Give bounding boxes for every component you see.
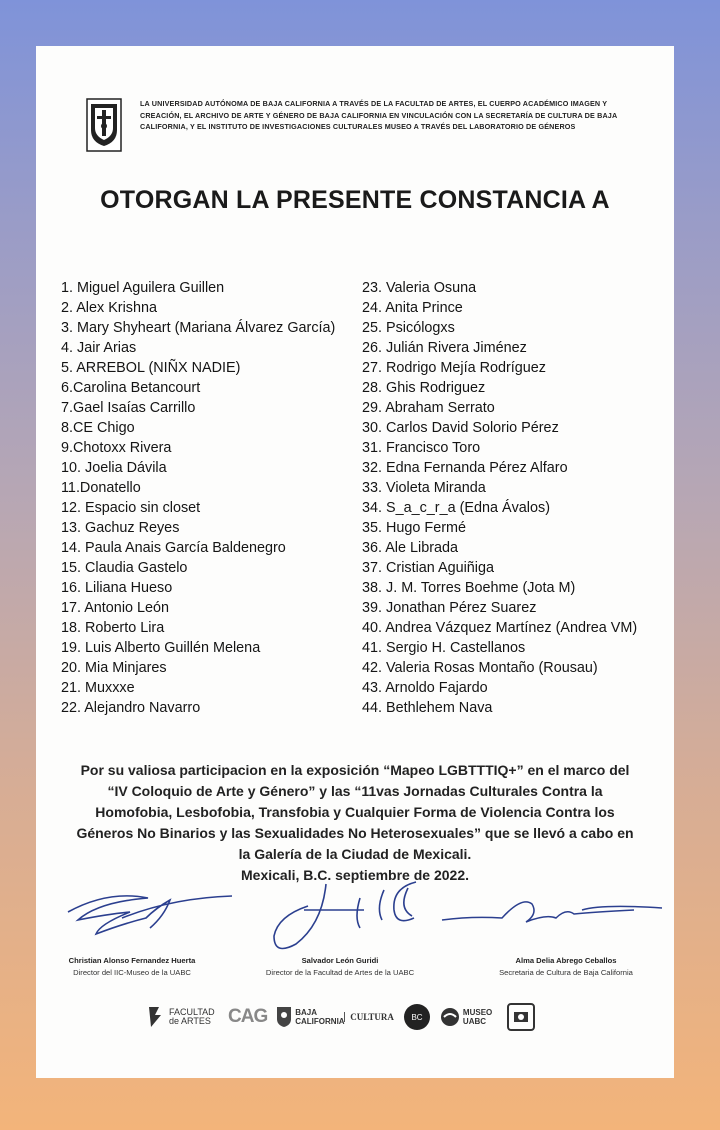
- recipient-item: 11.Donatello: [61, 480, 141, 496]
- recipient-item: 38. J. M. Torres Boehme (Jota M): [362, 580, 576, 596]
- recipient-item: 8.CE Chigo: [61, 420, 135, 436]
- signatory-name: Salvador León Guridi: [301, 956, 379, 965]
- recipient-item: 5. ARREBOL (NIÑX NADIE): [61, 360, 241, 376]
- recipient-item: 22. Alejandro Navarro: [61, 700, 201, 716]
- recipient-item: 37. Cristian Aguiñiga: [362, 560, 494, 576]
- recipient-item: 4. Jair Arias: [61, 340, 137, 356]
- recipient-item: 7.Gael Isaías Carrillo: [61, 400, 196, 416]
- laboratorio-generos-logo-icon: [506, 1002, 536, 1032]
- recipient-item: 9.Chotoxx Rivera: [61, 440, 172, 456]
- recipient-item: 29. Abraham Serrato: [362, 400, 495, 416]
- recipient-item: 24. Anita Prince: [362, 300, 463, 316]
- recipients-list: [61, 278, 661, 718]
- signature-block-artes: [240, 956, 440, 977]
- certificate-title: OTORGAN LA PRESENTE CONSTANCIA A: [100, 186, 610, 214]
- uabc-seal-icon: [86, 98, 122, 152]
- recipient-item: 6.Carolina Betancourt: [61, 380, 201, 396]
- facultad-artes-icon: [148, 1006, 166, 1028]
- recipient-item: 23. Valeria Osuna: [362, 280, 477, 296]
- signatory-name: Alma Delia Abrego Ceballos: [515, 956, 617, 965]
- recipient-item: 15. Claudia Gastelo: [61, 560, 188, 576]
- signatory-name: Christian Alonso Fernandez Huerta: [68, 956, 196, 965]
- signatures-area: [36, 876, 674, 986]
- recipient-item: 17. Antonio León: [61, 600, 170, 616]
- place-date: Mexicali, B.C. septiembre de 2022.: [241, 867, 469, 883]
- recipient-item: 27. Rodrigo Mejía Rodríguez: [362, 360, 546, 376]
- museo-swirl-icon: [440, 1007, 460, 1027]
- recipient-item: 16. Liliana Hueso: [61, 580, 173, 596]
- recipient-item: 25. Psicólogxs: [362, 320, 455, 336]
- baja-shield-icon: [276, 1006, 292, 1028]
- recipient-item: 43. Arnoldo Fajardo: [362, 680, 488, 696]
- baja-california-logo: BAJA CALIFORNIA: [276, 1006, 335, 1028]
- recipient-item: 33. Violeta Miranda: [362, 480, 486, 496]
- recipient-item: 30. Carlos David Solorio Pérez: [362, 420, 559, 436]
- signature-block-iic: [52, 956, 212, 977]
- signatory-role: Director del IIC-Museo de la UABC: [73, 968, 191, 977]
- header: [86, 98, 626, 154]
- recipient-item: 28. Ghis Rodriguez: [362, 380, 486, 396]
- recipient-item: 42. Valeria Rosas Montaño (Rousau): [362, 660, 598, 676]
- signatory-role: Director de la Facultad de Artes de la UABC: [265, 968, 415, 977]
- recipients-right-column: [362, 278, 637, 718]
- recipient-item: 13. Gachuz Reyes: [61, 520, 180, 536]
- signature-2-scribble: [268, 876, 458, 956]
- recipient-item: 14. Paula Anais García Baldenegro: [61, 540, 286, 556]
- recipient-item: 34. S_a_c_r_a (Edna Ávalos): [362, 500, 550, 516]
- recipient-item: 12. Espacio sin closet: [61, 500, 201, 516]
- sponsor-logos: [148, 998, 578, 1036]
- recipient-item: 40. Andrea Vázquez Martínez (Andrea VM): [362, 620, 638, 636]
- header-institutions-text: LA UNIVERSIDAD AUTÓNOMA DE BAJA CALIFORNIA A TRAVÉS DE LA FACULTAD DE ARTES, EL CUERPO ACADÉMICO IMAGEN Y CREACIÓN, EL ARCHIVO DE ARTE Y GÉNERO DE BAJA CALIFORNIA EN VINCULACIÓN CON LA SECRETARÍA DE CULTURA DE BAJA CALIFORNIA, Y EL INSTITUTO DE INVESTIGACIONES CULTURALES MUSEO A TRAVÉS DEL LABORATORIO DE GÉNEROS: [140, 99, 618, 132]
- recipient-item: 10. Joelia Dávila: [61, 460, 167, 476]
- recipient-item: 36. Ale Librada: [362, 540, 459, 556]
- recipient-item: 20. Mia Minjares: [61, 660, 167, 676]
- recipient-item: 44. Bethlehem Nava: [362, 700, 493, 716]
- recipient-item: 26. Julián Rivera Jiménez: [362, 340, 527, 356]
- recipient-item: 1. Miguel Aguilera Guillen: [61, 280, 225, 296]
- recipient-item: 2. Alex Krishna: [61, 300, 157, 316]
- recipient-item: 31. Francisco Toro: [362, 440, 481, 456]
- museo-uabc-logo: MUSEO UABC: [440, 1007, 497, 1027]
- cultura-logo: CULTURA: [344, 1012, 394, 1022]
- recipient-item: 39. Jonathan Pérez Suarez: [362, 600, 537, 616]
- recipient-item: 35. Hugo Fermé: [362, 520, 466, 536]
- recipients-left-column: [61, 278, 362, 718]
- art-bc-logo-icon: [403, 1003, 431, 1031]
- recipient-item: 3. Mary Shyheart (Mariana Álvarez García): [61, 320, 336, 336]
- svg-text:BC: BC: [411, 1013, 423, 1022]
- certificate-sheet: [36, 46, 674, 1078]
- recipient-item: 32. Edna Fernanda Pérez Alfaro: [362, 460, 568, 476]
- signature-1-scribble: [62, 882, 242, 952]
- signature-block-cultura: [472, 956, 660, 977]
- cag-logo: CAG: [228, 1006, 268, 1027]
- signature-3-scribble: [432, 890, 672, 940]
- signatory-role: Secretaria de Cultura de Baja California: [499, 968, 633, 977]
- participation-statement: Por su valiosa participacion en la exposición “Mapeo LGBTTTIQ+” en el marco del “IV Coloquio de Arte y Género” y las “11vas Jornadas Culturales Contra la Homofobia, Lesbofobia, Transfobia y Cualquier Forma de Violencia Contra los Géneros No Binarios y las Sexualidades No Heterosexuales” que se llevó a cabo en la Galería de la Ciudad de Mexicali.: [76, 762, 634, 862]
- recipient-item: 18. Roberto Lira: [61, 620, 165, 636]
- recipient-item: 41. Sergio H. Castellanos: [362, 640, 526, 656]
- facultad-artes-logo: FACULTAD de ARTES: [148, 1006, 219, 1028]
- recipient-item: 21. Muxxxe: [61, 680, 135, 696]
- recipient-item: 19. Luis Alberto Guillén Melena: [61, 640, 261, 656]
- certificate-body: [72, 760, 638, 886]
